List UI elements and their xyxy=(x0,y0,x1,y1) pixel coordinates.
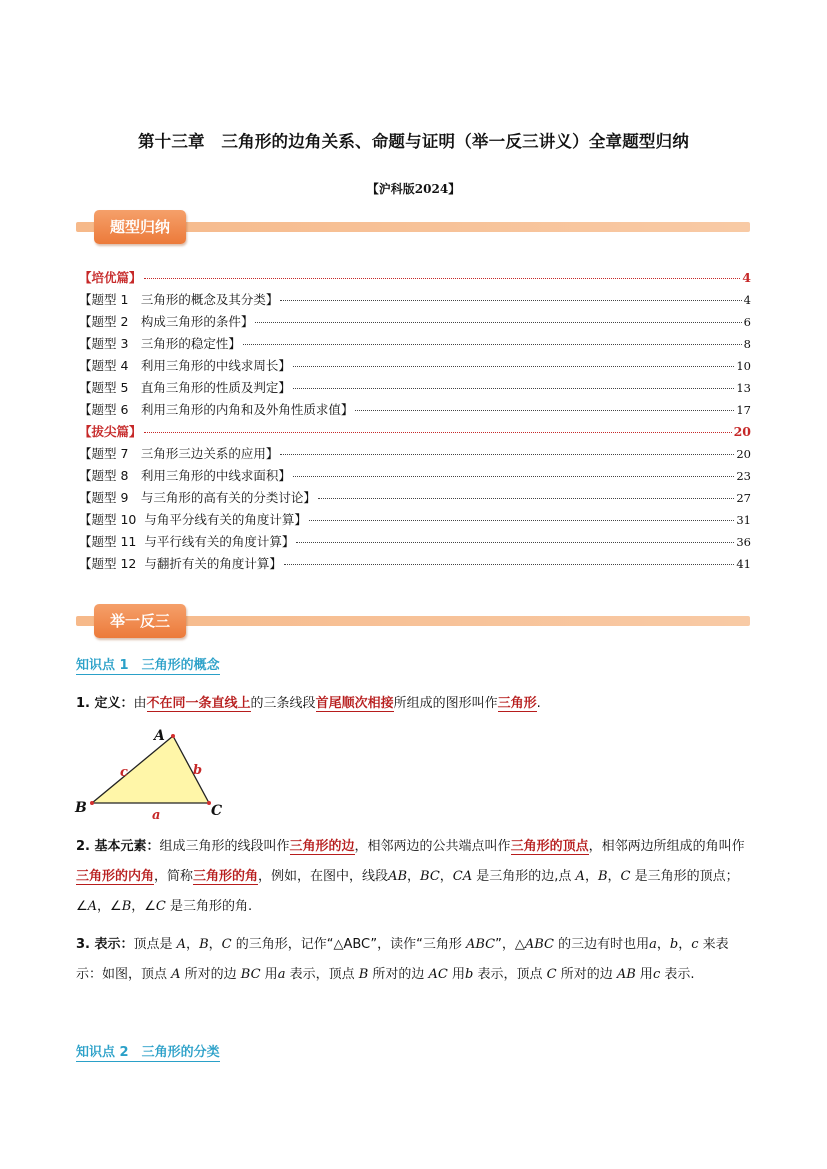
math-var: ABC xyxy=(524,937,554,952)
text-run: 的三条线段 xyxy=(250,696,316,711)
math-var: B xyxy=(597,869,608,884)
text-run: . xyxy=(536,696,541,711)
examples-banner xyxy=(76,604,750,638)
toc-page-number: 41 xyxy=(736,557,751,571)
math-var: a xyxy=(277,967,286,982)
toc-page-number: 13 xyxy=(736,381,751,395)
toc-dot-leader xyxy=(293,388,734,389)
math-var: b xyxy=(465,967,474,982)
text-run: ，∠ xyxy=(131,899,156,914)
math-var: AB xyxy=(388,869,408,884)
math-var: C xyxy=(221,937,232,952)
toc-dot-leader xyxy=(293,476,734,477)
toc-entry-link[interactable] xyxy=(79,466,751,488)
toc-page-number: 36 xyxy=(736,535,751,549)
math-var: AB xyxy=(616,967,636,982)
text-run: 由 xyxy=(133,696,147,711)
vertex-a-label: A xyxy=(154,728,165,744)
toc-dot-leader xyxy=(296,542,734,543)
math-var: A xyxy=(87,899,98,914)
text-run: ，相邻两边所组成的角叫作 xyxy=(588,839,745,854)
toc-dot-leader xyxy=(309,520,735,521)
toc-entry-label: 【题型 5 直角三角形的性质及判定】 xyxy=(79,380,291,395)
triangle-shape xyxy=(92,736,209,803)
toc-entry-link[interactable] xyxy=(79,488,751,510)
math-var: C xyxy=(155,899,166,914)
text-run: 表示. xyxy=(660,967,695,982)
toc-dot-leader xyxy=(280,300,741,301)
text-run: ， xyxy=(607,869,621,884)
key-term: 三角形的角 xyxy=(193,869,259,884)
toc-entry-link[interactable] xyxy=(79,312,751,334)
text-run: ，例如，在图中，线段 xyxy=(258,869,389,884)
key-term: 三角形的边 xyxy=(289,839,355,854)
toc-dot-leader xyxy=(144,278,741,279)
math-var: B xyxy=(121,899,132,914)
toc-entry-link[interactable] xyxy=(79,378,751,400)
document-title: 第十三章 三角形的边角关系、命题与证明（举一反三讲义）全章题型归纳 xyxy=(137,132,690,151)
toc-entry-label: 【题型 6 利用三角形的内角和及外角性质求值】 xyxy=(79,402,354,417)
math-var: B xyxy=(358,967,369,982)
key-term: 三角形的内角 xyxy=(76,869,155,884)
math-var: B xyxy=(199,937,209,952)
vertex-b-label: B xyxy=(75,800,87,816)
text-run: 表示，顶点 xyxy=(473,967,547,982)
toc-entry-link[interactable] xyxy=(79,400,751,422)
toc-entry-label: 【题型 8 利用三角形的中线求面积】 xyxy=(79,468,291,483)
text-run: 顶点是 xyxy=(133,937,177,952)
toc-entry-label: 【题型 10 与角平分线有关的角度计算】 xyxy=(79,512,307,527)
key-term: 三角形 xyxy=(497,696,537,711)
side-c-label: c xyxy=(120,765,128,780)
notation-paragraph xyxy=(76,930,752,990)
toc-dot-leader xyxy=(280,454,734,455)
text-run: ， xyxy=(656,937,670,952)
toc-entry-label: 【题型 2 构成三角形的条件】 xyxy=(79,314,254,329)
text-run: 所对的边 xyxy=(368,967,429,982)
text-run: 用 xyxy=(260,967,278,982)
table-of-contents xyxy=(79,268,751,576)
paragraph-lead: 1. 定义： xyxy=(76,696,134,711)
math-var: A xyxy=(176,937,187,952)
toc-section-link[interactable] xyxy=(79,268,751,290)
paragraph-lead: 2. 基本元素： xyxy=(76,839,160,854)
vertex-b-dot xyxy=(90,801,94,805)
math-var: a xyxy=(649,937,657,952)
definition-paragraph xyxy=(76,689,752,719)
toc-dot-leader xyxy=(144,432,732,433)
toc-page-number: 8 xyxy=(743,337,751,351)
toc-page-number: 23 xyxy=(736,469,751,483)
summary-banner xyxy=(76,210,750,244)
toc-entry-label: 【题型 9 与三角形的高有关的分类讨论】 xyxy=(79,490,316,505)
toc-page-number: 6 xyxy=(743,315,751,329)
toc-page-number: 31 xyxy=(736,513,751,527)
text-run: 用 xyxy=(635,967,653,982)
math-var: BC xyxy=(420,869,440,884)
text-run: 来表示：如图，顶点 xyxy=(76,937,729,982)
text-run: ，简称 xyxy=(154,869,194,884)
text-run: 所组成的图形叫作 xyxy=(393,696,498,711)
text-run: ， xyxy=(208,937,222,952)
math-var: AC xyxy=(428,967,448,982)
math-var: CA xyxy=(452,869,473,884)
math-var: A xyxy=(575,869,585,884)
vertex-c-label: C xyxy=(211,803,223,819)
key-term: 三角形的顶点 xyxy=(510,839,589,854)
toc-section-link[interactable] xyxy=(79,422,751,444)
toc-page-number: 17 xyxy=(736,403,751,417)
toc-entry-label: 【题型 11 与平行线有关的角度计算】 xyxy=(79,534,295,549)
toc-entry-link[interactable] xyxy=(79,444,751,466)
toc-entry-label: 【题型 12 与翻折有关的角度计算】 xyxy=(79,556,282,571)
toc-entry-label: 【题型 3 三角形的稳定性】 xyxy=(79,336,241,351)
text-run: 是三角形的顶点；∠ xyxy=(76,869,739,914)
banner-label: 题型归纳 xyxy=(94,210,186,244)
text-run: 的三边有时也用 xyxy=(553,937,650,952)
side-a-label: a xyxy=(152,808,161,823)
toc-entry-link[interactable] xyxy=(79,554,751,576)
math-var: c xyxy=(652,967,661,982)
toc-dot-leader xyxy=(293,366,734,367)
toc-entry-link[interactable] xyxy=(79,356,751,378)
text-run: 的三角形，记作“△ABC”，读作“三角形 xyxy=(231,937,466,952)
toc-dot-leader xyxy=(255,322,741,323)
math-var: C xyxy=(546,967,557,982)
edition-label: 【沪科版2024】 xyxy=(366,182,461,196)
text-run: ”，△ xyxy=(495,937,525,952)
toc-entry-link[interactable] xyxy=(79,510,751,532)
text-run: 用 xyxy=(447,967,466,982)
text-run: ， xyxy=(584,869,598,884)
toc-entry-link[interactable] xyxy=(79,290,751,312)
toc-entry-label: 【题型 4 利用三角形的中线求周长】 xyxy=(79,358,291,373)
text-run: ， xyxy=(439,869,453,884)
side-b-label: b xyxy=(193,763,203,778)
math-var: c xyxy=(691,937,699,952)
toc-dot-leader xyxy=(243,344,742,345)
math-var: b xyxy=(669,937,679,952)
toc-entry-label: 【培优篇】 xyxy=(79,270,142,285)
toc-entry-link[interactable] xyxy=(79,334,751,356)
key-term: 不在同一条直线上 xyxy=(146,696,251,711)
text-run: 表示，顶点 xyxy=(285,967,359,982)
toc-page-number: 4 xyxy=(743,293,751,307)
text-run: ， xyxy=(186,937,200,952)
toc-dot-leader xyxy=(355,410,734,411)
key-term: 首尾顺次相接 xyxy=(315,696,394,711)
text-run: 所对的边 xyxy=(180,967,241,982)
text-run: 是三角形的边,点 xyxy=(472,869,576,884)
toc-page-number: 10 xyxy=(736,359,751,373)
toc-page-number: 20 xyxy=(733,424,751,439)
toc-entry-label: 【题型 7 三角形三边关系的应用】 xyxy=(79,446,279,461)
banner-label: 举一反三 xyxy=(94,604,186,638)
paragraph-lead: 3. 表示： xyxy=(76,937,134,952)
toc-entry-link[interactable] xyxy=(79,532,751,554)
text-run: 是三角形的角. xyxy=(165,899,253,914)
text-run: ， xyxy=(678,937,692,952)
text-run: 所对的边 xyxy=(556,967,617,982)
elements-paragraph xyxy=(76,832,752,922)
toc-page-number: 4 xyxy=(742,270,751,285)
triangle-figure xyxy=(70,726,240,826)
vertex-a-dot xyxy=(171,734,175,738)
text-run: ，∠ xyxy=(97,899,122,914)
math-var: ABC xyxy=(465,937,496,952)
toc-entry-label: 【题型 1 三角形的概念及其分类】 xyxy=(79,292,279,307)
text-run: ，相邻两边的公共端点叫作 xyxy=(354,839,511,854)
toc-page-number: 27 xyxy=(736,491,751,505)
toc-dot-leader xyxy=(318,498,734,499)
text-run: 组成三角形的线段叫作 xyxy=(159,839,290,854)
toc-entry-label: 【拔尖篇】 xyxy=(79,424,142,439)
text-run: ， xyxy=(407,869,421,884)
knowledge-point-1-link[interactable]: 知识点 1 三角形的概念 xyxy=(76,658,220,673)
toc-dot-leader xyxy=(284,564,735,565)
knowledge-point-2-link[interactable]: 知识点 2 三角形的分类 xyxy=(76,1045,220,1060)
math-var: BC xyxy=(240,967,261,982)
toc-page-number: 20 xyxy=(736,447,751,461)
math-var: A xyxy=(171,967,181,982)
math-var: C xyxy=(620,869,631,884)
